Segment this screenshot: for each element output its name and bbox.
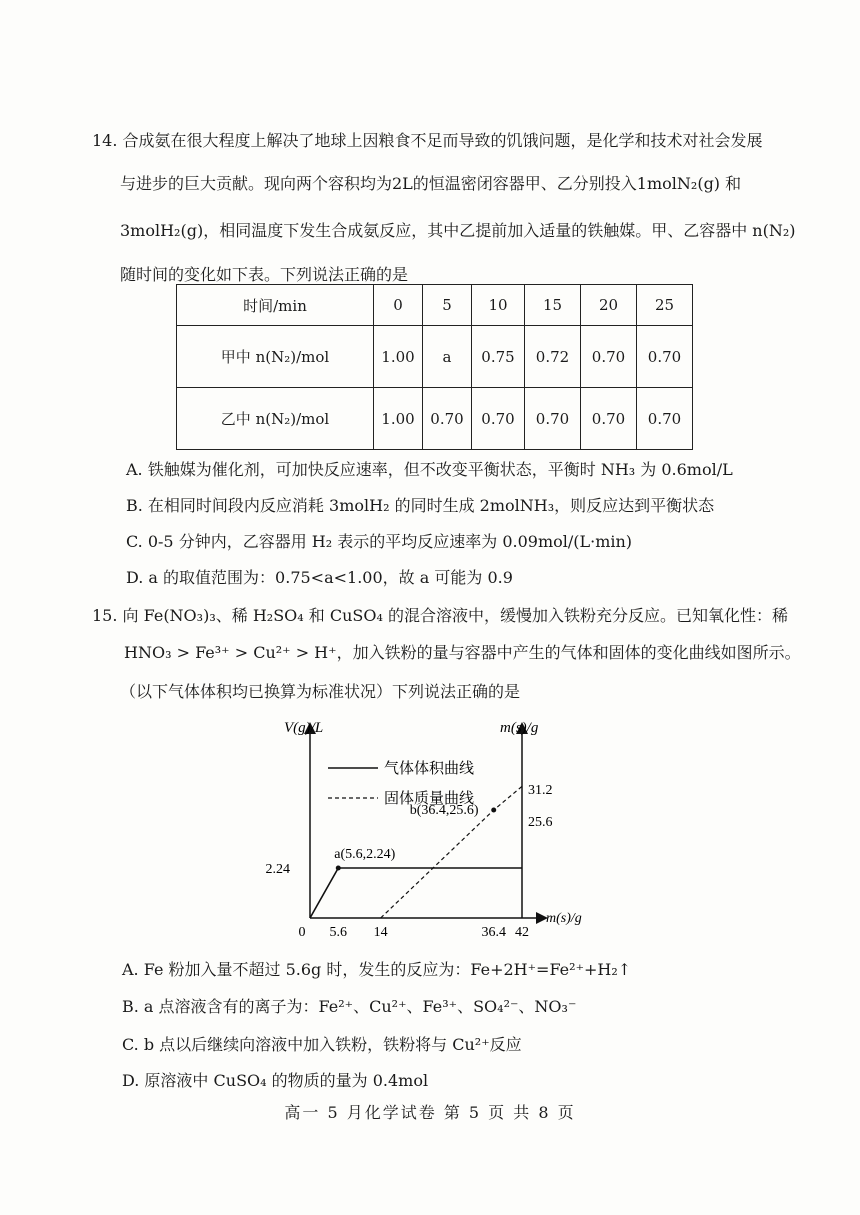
legend-solid-label: 固体质量曲线 [384, 791, 475, 807]
gas-volume-line [310, 868, 522, 918]
q15-line-1: 15. 向 Fe(NO₃)₃、稀 H₂SO₄ 和 CuSO₄ 的混合溶液中，缓慢加入铁粉充分反应。已知氧化性：稀 [92, 606, 788, 625]
right-tick-label: 25.6 [528, 815, 553, 830]
table-cell: 0.70 [581, 388, 637, 450]
table-cell: 10 [472, 285, 525, 326]
q14-line-3: 3molH₂(g)，相同温度下发生合成氨反应，其中乙提前加入适量的铁触媒。甲、乙容器中 n(N₂) [120, 221, 796, 240]
table-cell: 0.70 [472, 388, 525, 450]
table-row [177, 326, 693, 388]
table-cell: 0.70 [637, 388, 693, 450]
table-cell: 25 [637, 285, 693, 326]
x-tick-label: 14 [373, 925, 388, 940]
table-cell: 时间/min [177, 285, 374, 326]
left-axis-label: V(g)/L [284, 720, 324, 736]
table-cell: 0 [374, 285, 423, 326]
q14-line-2: 与进步的巨大贡献。现向两个容积均为2L的恒温密闭容器甲、乙分别投入1molN₂(g) 和 [120, 174, 742, 193]
table-cell: 0.70 [637, 326, 693, 388]
x-tick-label: 42 [515, 925, 529, 940]
table-cell: 0.70 [581, 326, 637, 388]
x-tick-label: 36.4 [481, 925, 506, 940]
table-cell: 1.00 [374, 326, 423, 388]
point-a [336, 866, 341, 871]
legend-gas-label: 气体体积曲线 [384, 761, 475, 777]
table-row [177, 388, 693, 450]
table-cell: 0.75 [472, 326, 525, 388]
left-tick-label: 2.24 [265, 862, 290, 877]
right-axis-label: m(s)/g [500, 720, 539, 736]
q15-line-3: （以下气体体积均已换算为标准状况）下列说法正确的是 [120, 682, 521, 701]
fe-reaction-chart [250, 710, 610, 950]
q14-option-a: A. 铁触媒为催化剂，可加快反应速率，但不改变平衡状态，平衡时 NH₃ 为 0.6mol/L [126, 460, 733, 479]
q14-line-4: 随时间的变化如下表。下列说法正确的是 [120, 265, 409, 284]
x-tick-label: 0 [298, 925, 306, 940]
annotation-a: a(5.6,2.24) [334, 847, 396, 862]
q14-option-d: D. a 的取值范围为：0.75<a<1.00，故 a 可能为 0.9 [126, 568, 513, 587]
q15-line-2: HNO₃ > Fe³⁺ > Cu²⁺ > H⁺，加入铁粉的量与容器中产生的气体和固体的变化曲线如图所示。 [124, 643, 801, 662]
x-tick-label: 5.6 [329, 925, 348, 940]
table-cell: 15 [525, 285, 581, 326]
q14-option-c: C. 0-5 分钟内，乙容器用 H₂ 表示的平均反应速率为 0.09mol/(L·min) [126, 532, 633, 551]
page-footer: 高一 5 月化学试卷 第 5 页 共 8 页 [284, 1103, 576, 1122]
table-cell: 20 [581, 285, 637, 326]
table-header-row [177, 285, 693, 326]
point-b [491, 808, 496, 813]
table-cell: 甲中 n(N₂)/mol [177, 326, 374, 388]
annotation-b: b(36.4,25.6) [409, 803, 479, 818]
x-axis-label: m(s)/g [546, 911, 582, 926]
table-cell: 0.72 [525, 326, 581, 388]
q15-option-c: C. b 点以后继续向溶液中加入铁粉，铁粉将与 Cu²⁺反应 [122, 1035, 522, 1054]
q15-option-d: D. 原溶液中 CuSO₄ 的物质的量为 0.4mol [122, 1071, 429, 1090]
q15-option-a: A. Fe 粉加入量不超过 5.6g 时，发生的反应为：Fe+2H⁺=Fe²⁺+H₂↑ [122, 960, 632, 979]
table-cell: 0.70 [525, 388, 581, 450]
table-cell: 1.00 [374, 388, 423, 450]
table-cell: 0.70 [423, 388, 472, 450]
table-cell: 乙中 n(N₂)/mol [177, 388, 374, 450]
q14-line-1: 14. 合成氨在很大程度上解决了地球上因粮食不足而导致的饥饿问题，是化学和技术对社会发展 [92, 131, 763, 150]
q14-option-b: B. 在相同时间段内反应消耗 3molH₂ 的同时生成 2molNH₃，则反应达到平衡状态 [126, 496, 715, 515]
q15-option-b: B. a 点溶液含有的离子为：Fe²⁺、Cu²⁺、Fe³⁺、SO₄²⁻、NO₃⁻ [122, 997, 577, 1016]
table-cell: a [423, 326, 472, 388]
right-tick-label: 31.2 [528, 783, 553, 798]
n2-table [176, 284, 693, 450]
table-cell: 5 [423, 285, 472, 326]
